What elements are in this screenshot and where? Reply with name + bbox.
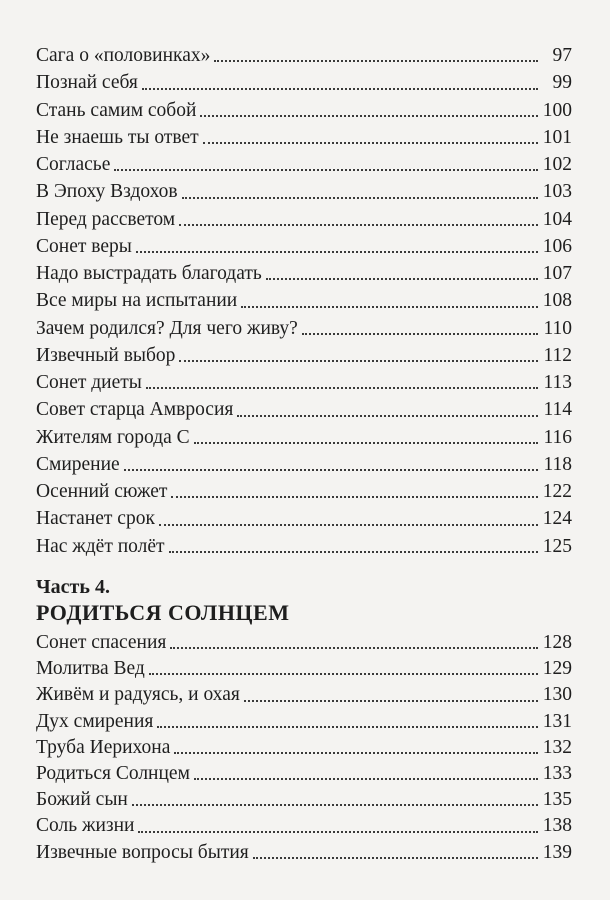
dot-leader bbox=[171, 494, 538, 498]
toc-entry-title: Извечные вопросы бытия bbox=[36, 841, 249, 863]
part-header bbox=[36, 575, 289, 627]
toc-entry-page: 138 bbox=[542, 815, 572, 837]
toc-entry bbox=[36, 709, 572, 735]
dot-leader bbox=[182, 195, 538, 199]
dot-leader bbox=[169, 549, 538, 553]
toc-entry-title: Осенний сюжет bbox=[36, 481, 168, 502]
toc-entry-title: Настанет срок bbox=[36, 508, 155, 530]
toc-entry-page: 125 bbox=[542, 535, 572, 557]
dot-leader bbox=[179, 358, 538, 362]
dot-leader bbox=[179, 222, 538, 226]
dot-leader bbox=[214, 58, 538, 62]
toc-entry-title: Труба Иерихона bbox=[36, 736, 171, 758]
dot-leader bbox=[159, 522, 538, 526]
toc-entry-title: Жителям города С bbox=[36, 426, 190, 448]
toc-entry bbox=[36, 682, 572, 708]
dot-leader bbox=[146, 385, 538, 389]
toc-entry-title: Нас ждёт полёт bbox=[36, 535, 165, 557]
toc-entry-title: Перед рассветом bbox=[36, 208, 176, 230]
toc-entry-title: Стань самим собой bbox=[36, 99, 197, 121]
toc-entry-page: 97 bbox=[552, 45, 572, 66]
toc-entry bbox=[36, 656, 572, 682]
toc-entry bbox=[36, 260, 572, 287]
toc-entry-title: Родиться Солнцем bbox=[36, 762, 190, 784]
toc-entry-page: 118 bbox=[543, 453, 572, 475]
toc-entry bbox=[36, 533, 572, 560]
toc-entry-page: 130 bbox=[542, 684, 572, 706]
toc-entry bbox=[36, 478, 572, 505]
toc-entry bbox=[36, 97, 572, 124]
toc-entry bbox=[36, 396, 572, 423]
dot-leader bbox=[142, 86, 538, 90]
dot-leader bbox=[194, 440, 538, 444]
toc-entry bbox=[36, 787, 572, 813]
toc-entry-page: 122 bbox=[542, 481, 572, 502]
toc-entry-title: Молитва Вед bbox=[36, 658, 145, 680]
toc-entry-title: Сага о «половинках» bbox=[36, 45, 211, 66]
toc-entry bbox=[36, 761, 572, 787]
toc-entry bbox=[36, 287, 572, 314]
toc-entry bbox=[36, 735, 572, 761]
toc-entry-title: Живём и радуясь, и охая bbox=[36, 684, 240, 706]
toc-entry-page: 116 bbox=[543, 426, 572, 448]
toc-entry-page: 103 bbox=[542, 181, 572, 203]
toc-entry-title: Извечный выбор bbox=[36, 344, 176, 366]
toc-entry-page: 129 bbox=[542, 658, 572, 680]
toc-entry-title: Совет старца Амвросия bbox=[36, 399, 234, 421]
toc-entry-page: 107 bbox=[542, 263, 572, 284]
dot-leader bbox=[194, 776, 538, 780]
toc-entry-title: Дух смирения bbox=[36, 710, 154, 732]
toc-entry bbox=[36, 42, 572, 69]
toc-entry-page: 124 bbox=[542, 508, 572, 530]
toc-entry-page: 112 bbox=[543, 344, 572, 366]
toc-entry-page: 113 bbox=[543, 372, 572, 393]
toc-entry-page: 108 bbox=[542, 290, 572, 312]
part-heading: РОДИТЬСЯ СОЛНЦЕМ bbox=[36, 600, 290, 625]
toc-entry bbox=[36, 424, 572, 451]
dot-leader bbox=[244, 698, 538, 702]
dot-leader bbox=[302, 331, 538, 335]
dot-leader bbox=[136, 249, 538, 253]
toc-entry bbox=[36, 630, 572, 656]
toc-entry-title: Сонет веры bbox=[36, 235, 132, 257]
toc-entry-title: Зачем родился? Для чего живу? bbox=[36, 317, 298, 339]
toc-entry-title: Согласье bbox=[36, 154, 111, 175]
toc-entry bbox=[36, 178, 572, 205]
toc-entry bbox=[36, 369, 572, 396]
toc-entry bbox=[36, 342, 572, 369]
dot-leader bbox=[200, 113, 538, 117]
dot-leader bbox=[132, 802, 538, 806]
toc-entry bbox=[36, 69, 572, 96]
toc-entry-title: Не знаешь ты ответ bbox=[36, 126, 199, 148]
toc-entry-page: 114 bbox=[543, 399, 572, 421]
dot-leader bbox=[114, 167, 538, 171]
toc-entry bbox=[36, 206, 572, 233]
toc-entry-page: 104 bbox=[542, 208, 572, 230]
toc-entry bbox=[36, 505, 572, 532]
dot-leader bbox=[253, 855, 538, 859]
dot-leader bbox=[138, 829, 538, 833]
toc-entry bbox=[36, 124, 572, 151]
dot-leader bbox=[157, 724, 538, 728]
toc-entry-title: Надо выстрадать благодать bbox=[36, 263, 262, 284]
dot-leader bbox=[237, 413, 538, 417]
toc-entry-title: Познай себя bbox=[36, 72, 138, 94]
dot-leader bbox=[241, 304, 538, 308]
toc-entry bbox=[36, 840, 572, 866]
dot-leader bbox=[124, 467, 538, 471]
toc-entry bbox=[36, 315, 572, 342]
toc-entry-page: 135 bbox=[542, 789, 572, 811]
toc-entry-page: 133 bbox=[542, 762, 572, 784]
toc-entry bbox=[36, 151, 572, 178]
toc-entry-page: 101 bbox=[542, 126, 572, 148]
toc-entry-page: 102 bbox=[542, 154, 572, 175]
toc-entry-page: 106 bbox=[542, 235, 572, 257]
dot-leader bbox=[203, 140, 538, 144]
toc-entry-page: 99 bbox=[552, 72, 572, 94]
toc-entry-title: Соль жизни bbox=[36, 815, 135, 837]
toc-list-part4 bbox=[36, 630, 572, 866]
toc-entry-page: 128 bbox=[542, 632, 572, 653]
part-label: Часть 4. bbox=[36, 576, 110, 598]
toc-entry-page: 131 bbox=[542, 710, 572, 732]
toc-entry bbox=[36, 451, 572, 478]
toc-list-part3 bbox=[36, 42, 572, 560]
toc-entry-title: Сонет спасения bbox=[36, 632, 167, 653]
toc-entry-page: 132 bbox=[542, 736, 572, 758]
toc-entry-title: Все миры на испытании bbox=[36, 290, 238, 312]
toc-entry-title: Смирение bbox=[36, 453, 120, 475]
toc-entry bbox=[36, 233, 572, 260]
dot-leader bbox=[149, 671, 538, 675]
dot-leader bbox=[174, 750, 538, 754]
toc-entry-title: Сонет диеты bbox=[36, 372, 142, 393]
dot-leader bbox=[266, 276, 538, 280]
toc-entry-title: В Эпоху Вздохов bbox=[36, 181, 178, 203]
toc-entry-page: 139 bbox=[542, 841, 572, 863]
toc-entry-page: 110 bbox=[543, 317, 572, 339]
toc-entry bbox=[36, 813, 572, 839]
toc-entry-title: Божий сын bbox=[36, 789, 128, 811]
toc-entry-page: 100 bbox=[542, 99, 572, 121]
dot-leader bbox=[170, 645, 538, 649]
